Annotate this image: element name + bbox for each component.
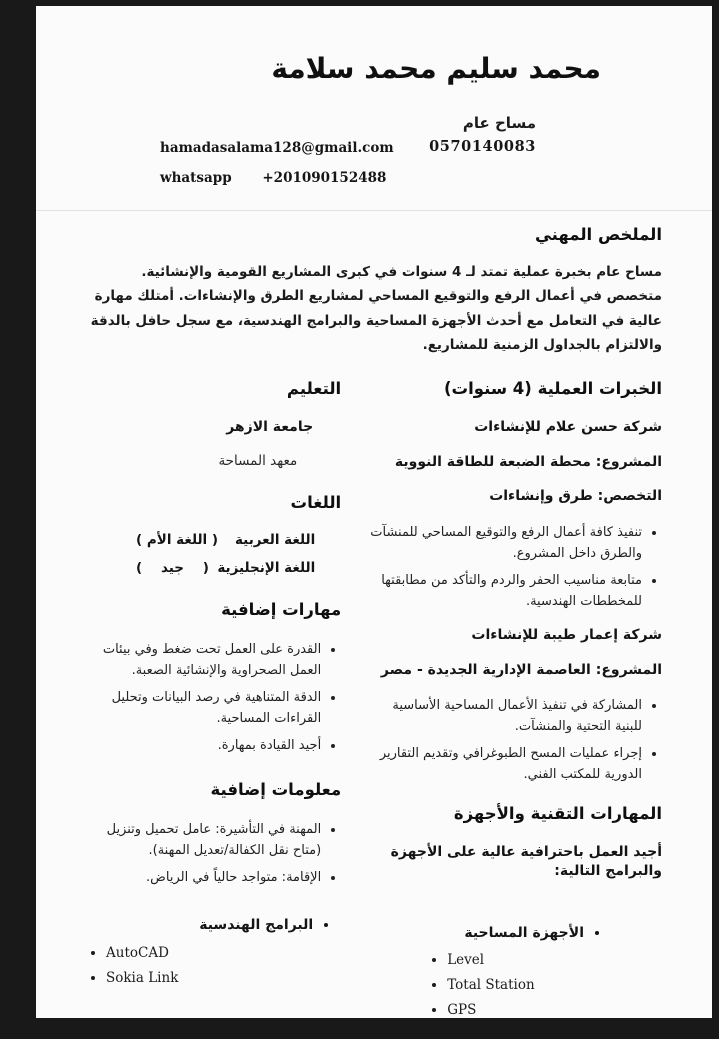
education-heading: التعليم — [286, 379, 342, 399]
software-list — [78, 943, 341, 989]
extra-info-list — [78, 819, 339, 888]
job-bullet-list — [365, 695, 660, 785]
job-title: مساح عام — [462, 114, 536, 132]
company-name: شركة حسن علام للإنشاءات — [474, 419, 662, 436]
devices-list — [365, 950, 662, 1021]
education-institute: معهد المساحة — [218, 452, 298, 469]
technical-intro: أجيد العمل باحترافية عالية على الأجهزة والبرامج التالية: — [390, 843, 662, 880]
software-item: • Sokia Link — [106, 968, 341, 989]
education-school: جامعة الازهر — [226, 419, 314, 436]
devices-heading-list — [365, 922, 602, 945]
language-row — [78, 532, 341, 548]
whatsapp-label: whatsapp — [160, 170, 232, 186]
info-item: • الإقامة: متواجد حالياً في الرياض. — [78, 867, 321, 888]
device-item: • Total Station — [447, 975, 662, 996]
job-bullet: • المشاركة في تنفيذ الأعمال المساحية الأساسية للبنية التحتية والمنشآت. — [365, 695, 642, 737]
job-bullet-list — [365, 522, 660, 612]
summary-text: مساح عام بخبرة عملية تمتد لـ 4 سنوات في كبرى المشاريع القومية والإنشائية. متخصص في أعمال الرفع والتوقيع المساحي لمشاريع الطرق والإنشاءات. أمتلك مهارة عالية في التعامل مع أحدث الأجهزة المساحية والبرامج الهندسية، مع سجل حافل بالدقة والالتزام بالجداول الزمنية للمشاريع. — [90, 264, 662, 353]
info-item: • المهنة في التأشيرة: عامل تحميل وتنزيل (متاح نقل الكفالة/تعديل المهنة). — [78, 819, 321, 861]
resume-header — [36, 6, 712, 211]
device-item: • Level — [447, 950, 662, 971]
job-bullet: • تنفيذ كافة أعمال الرفع والتوقيع المساحي للمنشآت والطرق داخل المشروع. — [365, 522, 642, 564]
device-item: • GPS — [447, 1000, 662, 1021]
job-entry-2 — [365, 626, 662, 785]
software-heading: • البرامج الهندسية — [78, 914, 313, 937]
skill-item: • الدقة المتناهية في رصد البيانات وتحليل القراءات المساحية. — [78, 687, 321, 729]
software-heading-list — [78, 914, 331, 937]
summary-heading: الملخص المهني — [534, 225, 662, 244]
whatsapp-number: +201090152488 — [262, 170, 387, 186]
extra-info-heading: معلومات إضافية — [210, 780, 342, 800]
experience-heading: الخبرات العملية (4 سنوات) — [443, 379, 662, 399]
language-name: اللغة الإنجليزية — [217, 559, 316, 576]
languages-heading: اللغات — [290, 492, 342, 512]
technical-skills-heading: المهارات التقنية والأجهزة — [453, 803, 662, 823]
extra-skills-heading: مهارات إضافية — [221, 599, 342, 619]
job-entry-1 — [365, 418, 662, 612]
sidebar-column — [78, 379, 341, 1025]
company-name: شركة إعمار طيبة للإنشاءات — [471, 627, 662, 644]
devices-heading: • الأجهزة المساحية — [365, 922, 584, 945]
language-name: اللغة العربية — [235, 531, 316, 548]
candidate-name: محمد سليم محمد سلامة — [271, 52, 601, 85]
experience-column — [365, 379, 662, 1025]
project-line: المشروع: العاصمة الإدارية الجديدة - مصر — [380, 661, 662, 678]
skill-item: • القدرة على العمل تحت ضغط وفي بيئات العمل الصحراوية والإنشائية الصعبة. — [78, 639, 321, 681]
skill-item: • أجيد القيادة بمهارة. — [78, 735, 321, 756]
email-address: hamadasalama128@gmail.com — [160, 140, 394, 156]
language-level: ( اللغة الأم ) — [136, 531, 219, 548]
resume-page — [36, 6, 712, 1018]
phone-number: 0570140083 — [429, 138, 536, 155]
extra-skills-list — [78, 639, 339, 756]
job-bullet: • متابعة مناسيب الحفر والردم والتأكد من مطابقتها للمخططات الهندسية. — [365, 570, 642, 612]
language-row — [78, 560, 341, 576]
summary-section — [36, 211, 712, 357]
resume-body-columns — [36, 357, 712, 1025]
specialty-line: التخصص: طرق وإنشاءات — [489, 488, 662, 505]
software-item: • AutoCAD — [106, 943, 341, 964]
language-level: ( جيد ) — [136, 559, 209, 576]
project-line: المشروع: محطة الضبعة للطاقة النووية — [394, 453, 662, 470]
job-bullet: • إجراء عمليات المسح الطبوغرافي وتقديم التقارير الدورية للمكتب الفني. — [365, 743, 642, 785]
whatsapp-contact — [160, 170, 386, 186]
